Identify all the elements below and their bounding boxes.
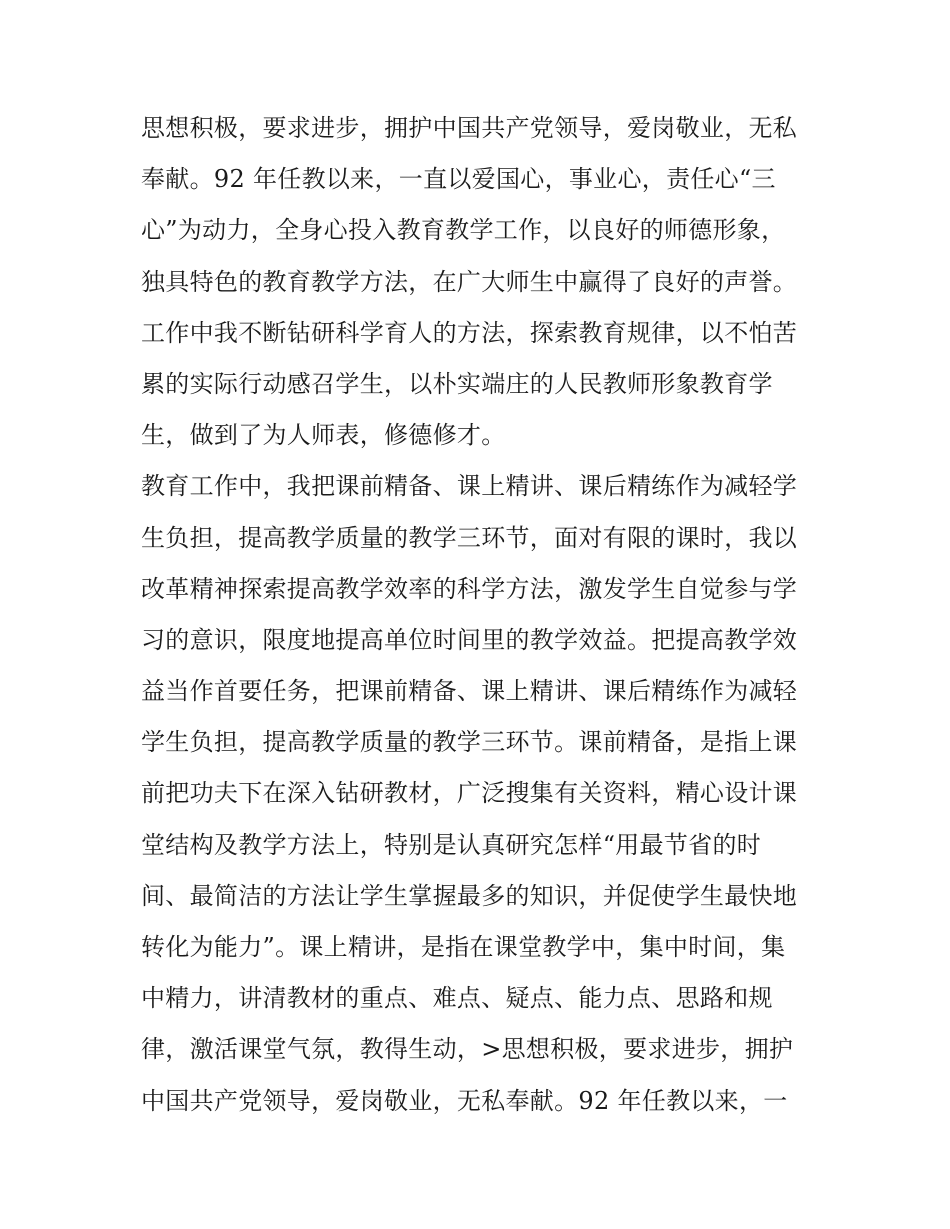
text-line: 前把功夫下在深入钻研教材，广泛搜集有关资料，精心设计课: [141, 779, 798, 808]
text-line: 生负担，提高教学质量的教学三环节，面对有限的课时，我以: [141, 523, 798, 552]
text-line: 转化为能力”。课上精讲，是指在课堂教学中，集中时间，集: [141, 933, 786, 961]
document-body: [141, 103, 821, 1127]
text-line: 堂结构及教学方法上，特别是认真研究怎样“用最节省的时: [141, 830, 762, 859]
text-line: 独具特色的教育教学方法，在广大师生中赢得了良好的声誉。: [141, 267, 798, 296]
text-line: 中国共产党领导，爱岗敬业，无私奉献。92 年任教以来，一: [141, 1086, 788, 1115]
text-line: 生，做到了为人师表，修德修才。: [141, 421, 506, 450]
text-line: 中精力，讲清教材的重点、难点、疑点、能力点、思路和规: [141, 984, 773, 1013]
text-line: 改革精神探索提高教学效率的科学方法，激发学生自觉参与学: [141, 574, 798, 603]
text-line: 累的实际行动感召学生，以朴实端庄的人民教师形象教育学: [141, 369, 773, 398]
text-line: 律，激活课堂气氛，教得生动，>思想积极，要求进步，拥护: [141, 1035, 794, 1064]
text-line: 教育工作中，我把课前精备、课上精讲、课后精练作为减轻学: [141, 472, 798, 501]
text-line: 工作中我不断钻研科学育人的方法，探索教育规律，以不怕苦: [141, 318, 798, 347]
text-line: 间、最简洁的方法让学生掌握最多的知识，并促使学生最快地: [141, 881, 798, 910]
text-line: 思想积极，要求进步，拥护中国共产党领导，爱岗敬业，无私: [141, 114, 798, 142]
text-line: 心”为动力，全身心投入教育教学工作，以良好的师德形象，: [141, 216, 786, 245]
paragraph-1: [141, 103, 821, 461]
text-line: 学生负担，提高教学质量的教学三环节。课前精备，是指上课: [141, 728, 798, 757]
text-line: 习的意识，限度地提高单位时间里的教学效益。把提高教学效: [141, 625, 798, 654]
text-line: 奉献。92 年任教以来，一直以爱国心，事业心，责任心“三: [141, 165, 776, 194]
paragraph-2: [141, 461, 821, 1126]
text-line: 益当作首要任务，把课前精备、课上精讲、课后精练作为减轻: [141, 677, 798, 706]
